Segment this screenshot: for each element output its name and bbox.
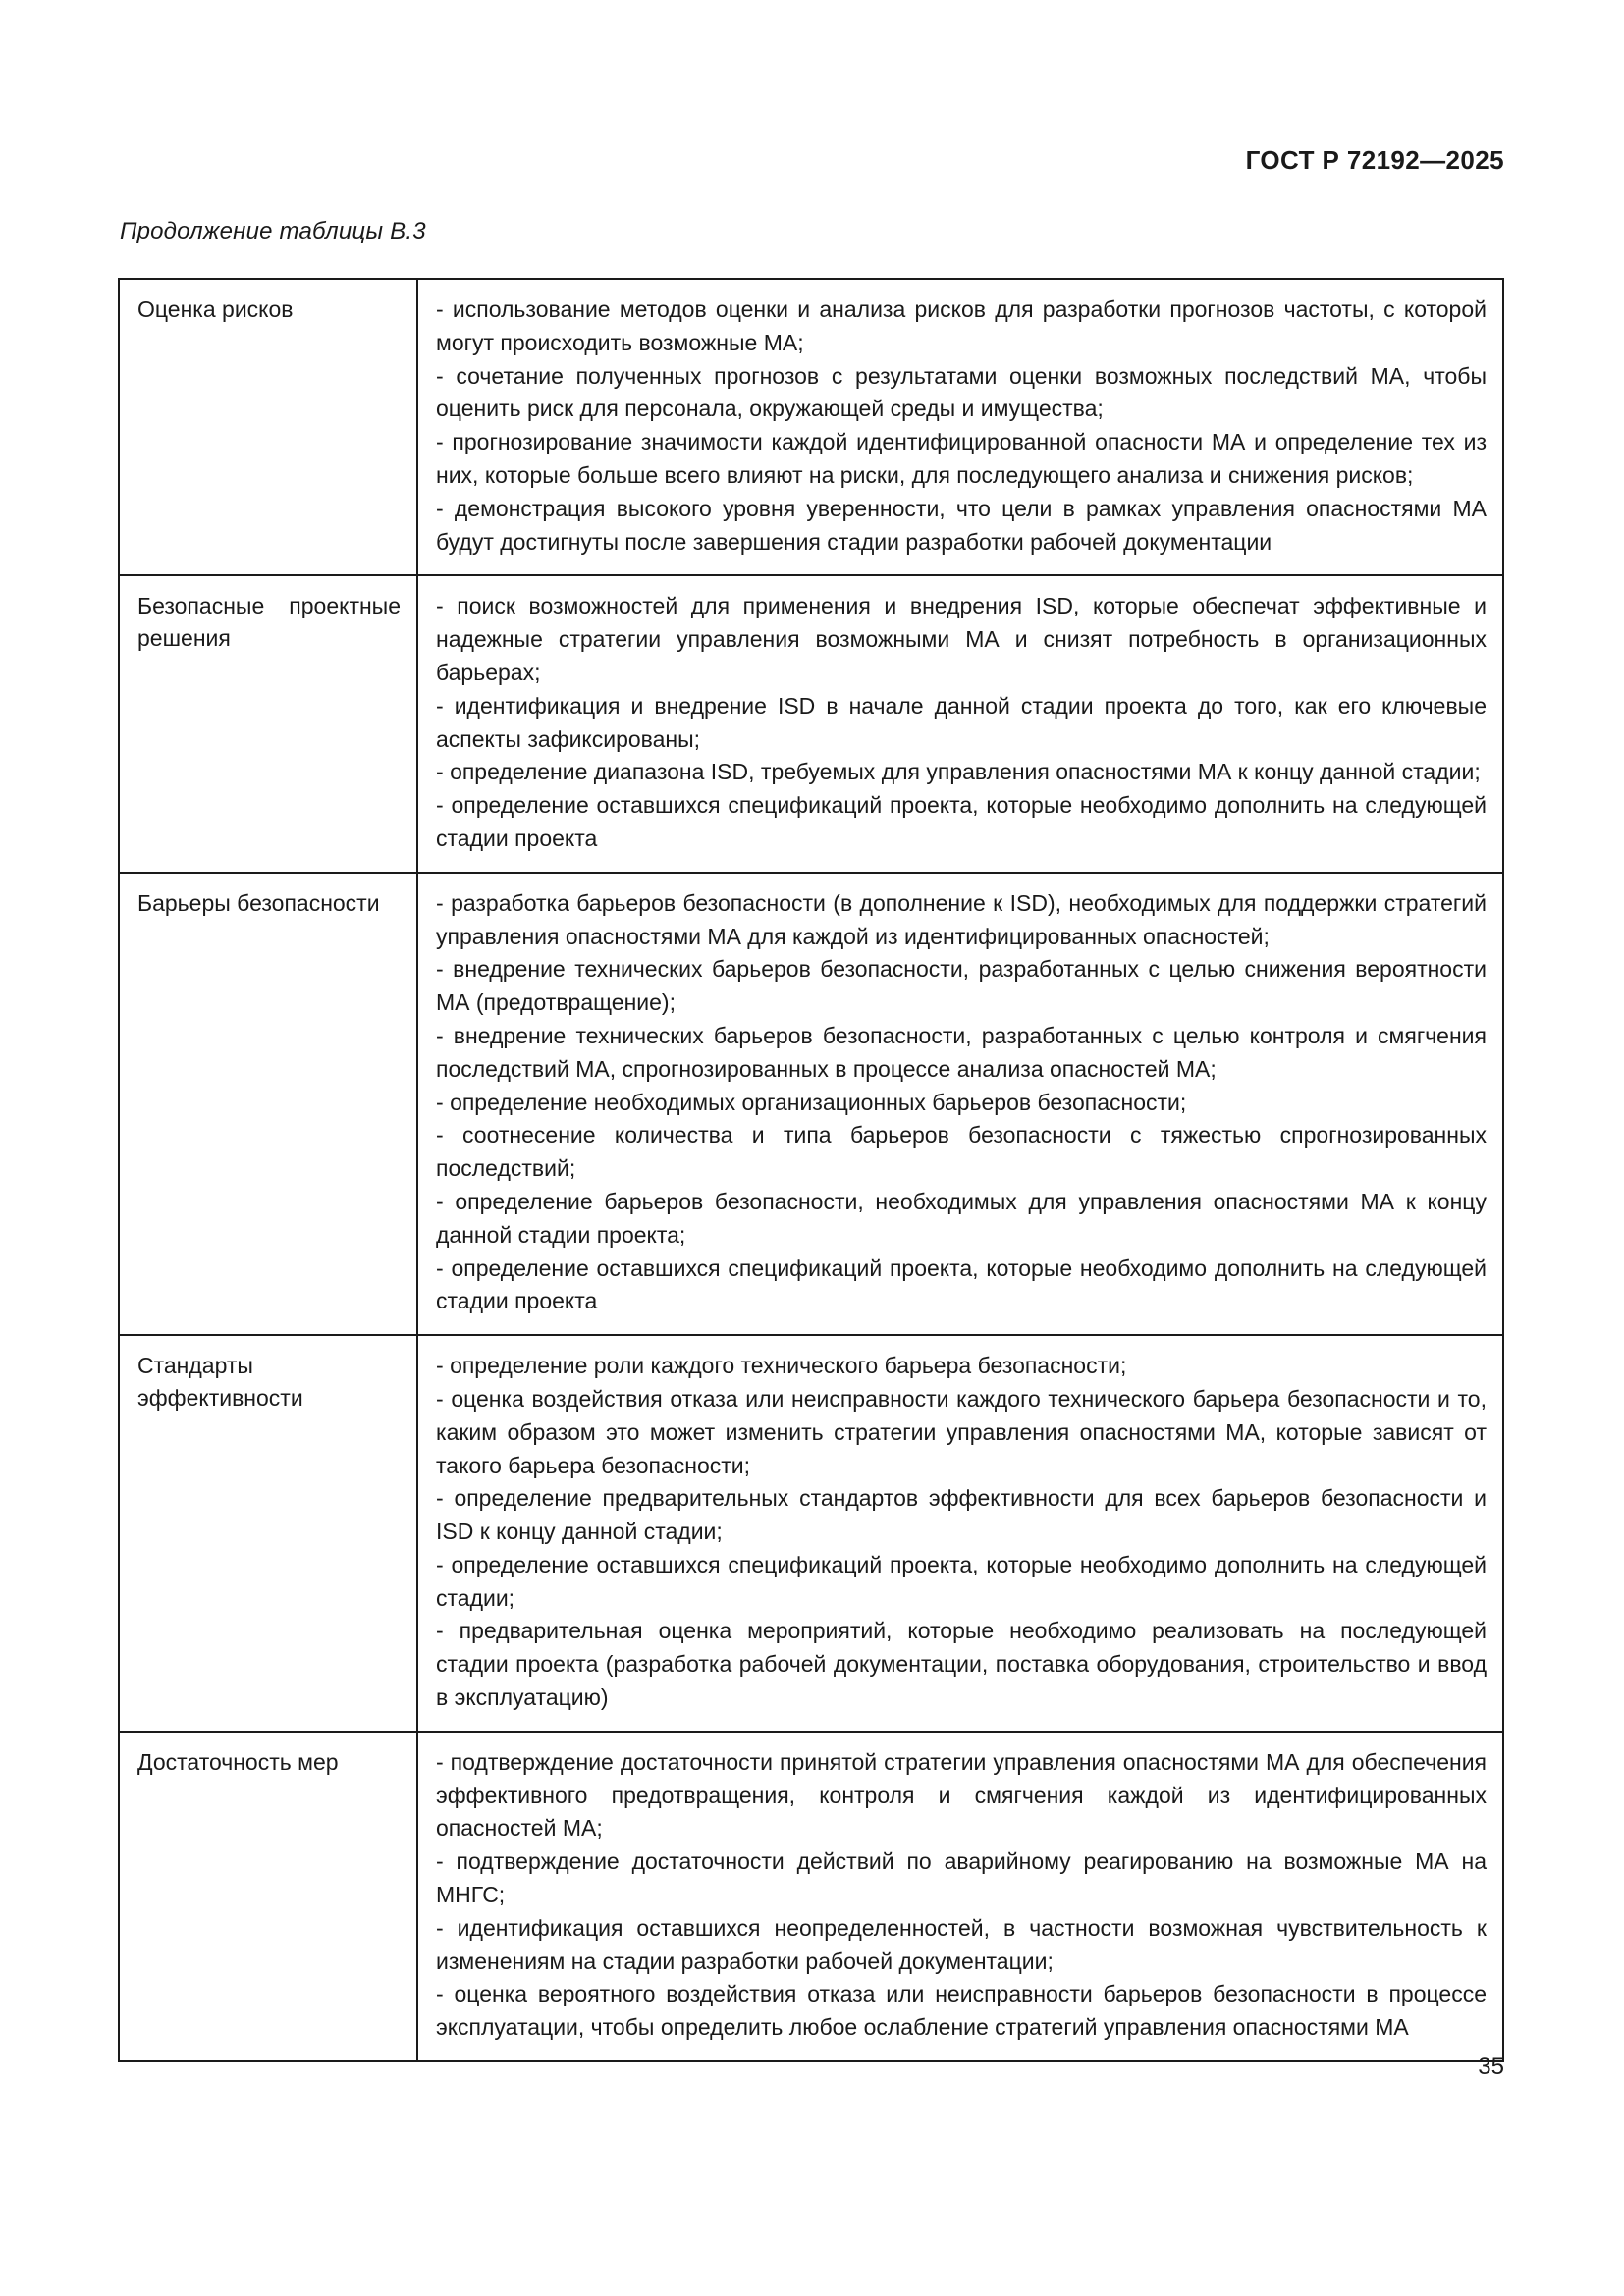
activity-list-item: - определение необходимых организационных барьеров безопасности; [436, 1087, 1487, 1120]
activity-list-item: - разработка барьеров безопасности (в дополнение к ISD), необходимых для поддержки стратегий управления опасностями МА для каждой из идентифицированных опасностей; [436, 887, 1487, 954]
table-row [119, 873, 1503, 1335]
activity-list-item: - предварительная оценка мероприятий, которые необходимо реализовать на последующей стадии проекта (разработка рабочей документации, поставка оборудования, строительство и ввод в эксплуатацию) [436, 1615, 1487, 1714]
table-row [119, 575, 1503, 872]
table-cell-activities [417, 873, 1503, 1335]
activity-list-item: - подтверждение достаточности действий по аварийному реагированию на возможные МА на МНГС; [436, 1845, 1487, 1912]
activity-list-item: - демонстрация высокого уровня уверенности, что цели в рамках управления опасностями МА будут достигнуты после завершения стадии разработки рабочей документации [436, 493, 1487, 560]
table-cell-term: Достаточность мер [119, 1732, 417, 2061]
table-cell-activities [417, 575, 1503, 872]
activity-list-item: - подтверждение достаточности принятой стратегии управления опасностями МА для обеспечения эффективного предотвращения, контроля и смягчения каждой из идентифицированных опасностей МА; [436, 1746, 1487, 1845]
activity-list [436, 1350, 1487, 1715]
page-number: 35 [1478, 2054, 1504, 2080]
document-header-standard-number: ГОСТ Р 72192—2025 [1245, 145, 1504, 175]
activity-list-item: - определение барьеров безопасности, необходимых для управления опасностями МА к концу данной стадии проекта; [436, 1186, 1487, 1253]
activity-list [436, 590, 1487, 855]
table-body [119, 279, 1503, 2061]
table-row [119, 1335, 1503, 1732]
table-row [119, 279, 1503, 575]
activity-list-item: - прогнозирование значимости каждой идентифицированной опасности МА и определение тех из них, которые больше всего влияют на риски, для последующего анализа и снижения рисков; [436, 426, 1487, 493]
activity-list-item: - соотнесение количества и типа барьеров безопасности с тяжестью спрогнозированных последствий; [436, 1119, 1487, 1186]
table-container [118, 278, 1504, 2062]
table-cell-term: Оценка рисков [119, 279, 417, 575]
table-cell-term: Стандарты эффективности [119, 1335, 417, 1732]
activity-list-item: - оценка воздействия отказа или неисправности каждого технического барьера безопасности и то, каким образом это может изменить стратегии управления опасностями МА, которые зависят от такого барьера безопасности; [436, 1383, 1487, 1482]
table-cell-activities [417, 279, 1503, 575]
activity-list-item: - поиск возможностей для применения и внедрения ISD, которые обеспечат эффективные и надежные стратегии управления возможными МА и снизят потребность в организационных барьерах; [436, 590, 1487, 689]
activity-list-item: - определение оставшихся спецификаций проекта, которые необходимо дополнить на следующей стадии проекта [436, 1253, 1487, 1319]
table-cell-activities [417, 1335, 1503, 1732]
activity-list-item: - идентификация и внедрение ISD в начале данной стадии проекта до того, как его ключевые аспекты зафиксированы; [436, 690, 1487, 757]
activity-list-item: - оценка вероятного воздействия отказа или неисправности барьеров безопасности в процессе эксплуатации, чтобы определить любое ослабление стратегий управления опасностями МА [436, 1978, 1487, 2045]
activity-list-item: - внедрение технических барьеров безопасности, разработанных с целью снижения вероятности МА (предотвращение); [436, 953, 1487, 1020]
activity-list [436, 1746, 1487, 2045]
table-continuation-caption: Продолжение таблицы В.3 [120, 218, 426, 244]
activity-list [436, 294, 1487, 559]
activity-list-item: - использование методов оценки и анализа рисков для разработки прогнозов частоты, с которой могут происходить возможные МА; [436, 294, 1487, 360]
activity-list [436, 887, 1487, 1318]
activity-list-item: - определение предварительных стандартов эффективности для всех барьеров безопасности и ISD к концу данной стадии; [436, 1482, 1487, 1549]
activity-list-item: - определение роли каждого технического барьера безопасности; [436, 1350, 1487, 1383]
table-cell-term: Безопасные проектные решения [119, 575, 417, 872]
activity-list-item: - сочетание полученных прогнозов с результатами оценки возможных последствий МА, чтобы оценить риск для персонала, окружающей среды и имущества; [436, 360, 1487, 427]
activity-list-item: - определение оставшихся спецификаций проекта, которые необходимо дополнить на следующей стадии; [436, 1549, 1487, 1616]
activity-list-item: - идентификация оставшихся неопределенностей, в частности возможная чувствительность к изменениям на стадии разработки рабочей документации; [436, 1912, 1487, 1979]
table-row [119, 1732, 1503, 2061]
table-cell-term: Барьеры безопасности [119, 873, 417, 1335]
activity-list-item: - определение диапазона ISD, требуемых для управления опасностями МА к концу данной стадии; [436, 756, 1487, 789]
activity-list-item: - определение оставшихся спецификаций проекта, которые необходимо дополнить на следующей стадии проекта [436, 789, 1487, 856]
activity-list-item: - внедрение технических барьеров безопасности, разработанных с целью контроля и смягчения последствий МА, спрогнозированных в процессе анализа опасностей МА; [436, 1020, 1487, 1087]
table-cell-activities [417, 1732, 1503, 2061]
requirements-table [118, 278, 1504, 2062]
